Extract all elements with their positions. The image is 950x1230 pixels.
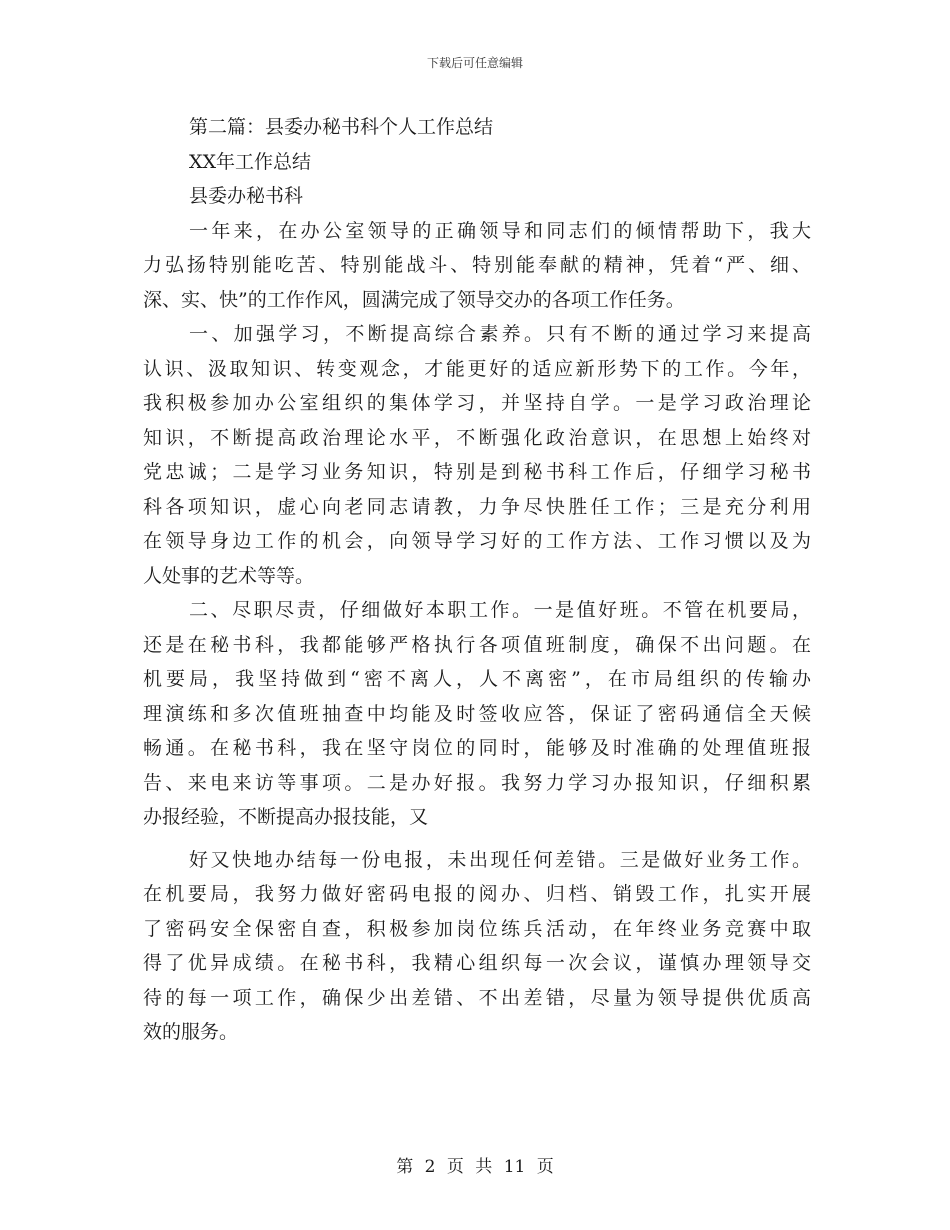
- paragraph-line: 待的每一项工作，确保少出差错、不出差错，尽量为领导提供优质高: [143, 986, 811, 1009]
- paragraph-line: 理演练和多次值班抽查中均能及时签收应答，保证了密码通信全天候: [143, 702, 811, 725]
- paragraph-line: 畅通。在秘书科，我在坚守岗位的同时，能够及时准确的处理值班报: [143, 737, 811, 759]
- paragraph-line: 得了优异成绩。在秘书科，我精心组织每一次会议，谨慎办理领导交: [143, 952, 811, 974]
- document-body: [143, 110, 811, 1050]
- paragraph-line: 机要局，我坚持做到“密不离人，人不离密”，在市局组织的传输办: [143, 668, 811, 690]
- paragraph-line: 二、尽职尽责，仔细做好本职工作。一是值好班。不管在机要局，: [189, 599, 811, 621]
- paragraph-line: 在领导身边工作的机会，向领导学习好的工作方法、工作习惯以及为: [143, 530, 811, 552]
- paragraph-line: 知识，不断提高政治理论水平，不断强化政治意识，在思想上始终对: [143, 426, 811, 449]
- document-subtitle: XX年工作总结: [189, 150, 312, 173]
- paragraph-line: 深、实、快”的工作作风，圆满完成了领导交办的各项工作任务。: [143, 288, 685, 311]
- page-break-gap: [143, 835, 811, 843]
- paragraph-line: 科各项知识，虚心向老同志请教，力争尽快胜任工作；三是充分利用: [143, 495, 811, 518]
- paragraph-line: 党忠诚；二是学习业务知识，特别是到秘书科工作后，仔细学习秘书: [143, 461, 811, 483]
- paragraph-line: 告、来电来访等事项。二是办好报。我努力学习办报知识，仔细积累: [143, 771, 811, 794]
- paragraph-line: 在机要局，我努力做好密码电报的阅办、归档、销毁工作，扎实开展: [143, 883, 811, 905]
- paragraph-line: 了密码安全保密自查，积极参加岗位练兵活动，在年终业务竞赛中取: [143, 917, 811, 940]
- paragraph-line: 效的服务。: [143, 1021, 239, 1043]
- document-department: 县委办秘书科: [189, 185, 304, 207]
- paragraph-line: 一年来，在办公室领导的正确领导和同志们的倾情帮助下，我大: [189, 219, 811, 242]
- paragraph-line: 力弘扬特别能吃苦、特别能战斗、特别能奉献的精神，凭着“严、细、: [143, 254, 811, 276]
- paragraph-line: 好又快地办结每一份电报，未出现任何差错。三是做好业务工作。: [189, 848, 811, 871]
- document-title: 第二篇：县委办秘书科个人工作总结: [189, 116, 494, 138]
- paragraph-line: 认识、汲取知识、转变观念，才能更好的适应新形势下的工作。今年，: [143, 357, 811, 380]
- paragraph-line: 办报经验，不断提高办报技能，又: [143, 806, 429, 828]
- page-number-footer: 第 2 页 共 11 页: [396, 1157, 554, 1177]
- paragraph-line: 还是在秘书科，我都能够严格执行各项值班制度，确保不出问题。在: [143, 633, 811, 656]
- page-header-note: 下载后可任意编辑: [426, 56, 523, 70]
- paragraph-line: 我积极参加办公室组织的集体学习，并坚持自学。一是学习政治理论: [143, 392, 811, 414]
- paragraph-line: 一、加强学习，不断提高综合素养。只有不断的通过学习来提高: [189, 323, 811, 345]
- paragraph-line: 人处事的艺术等等。: [143, 564, 315, 587]
